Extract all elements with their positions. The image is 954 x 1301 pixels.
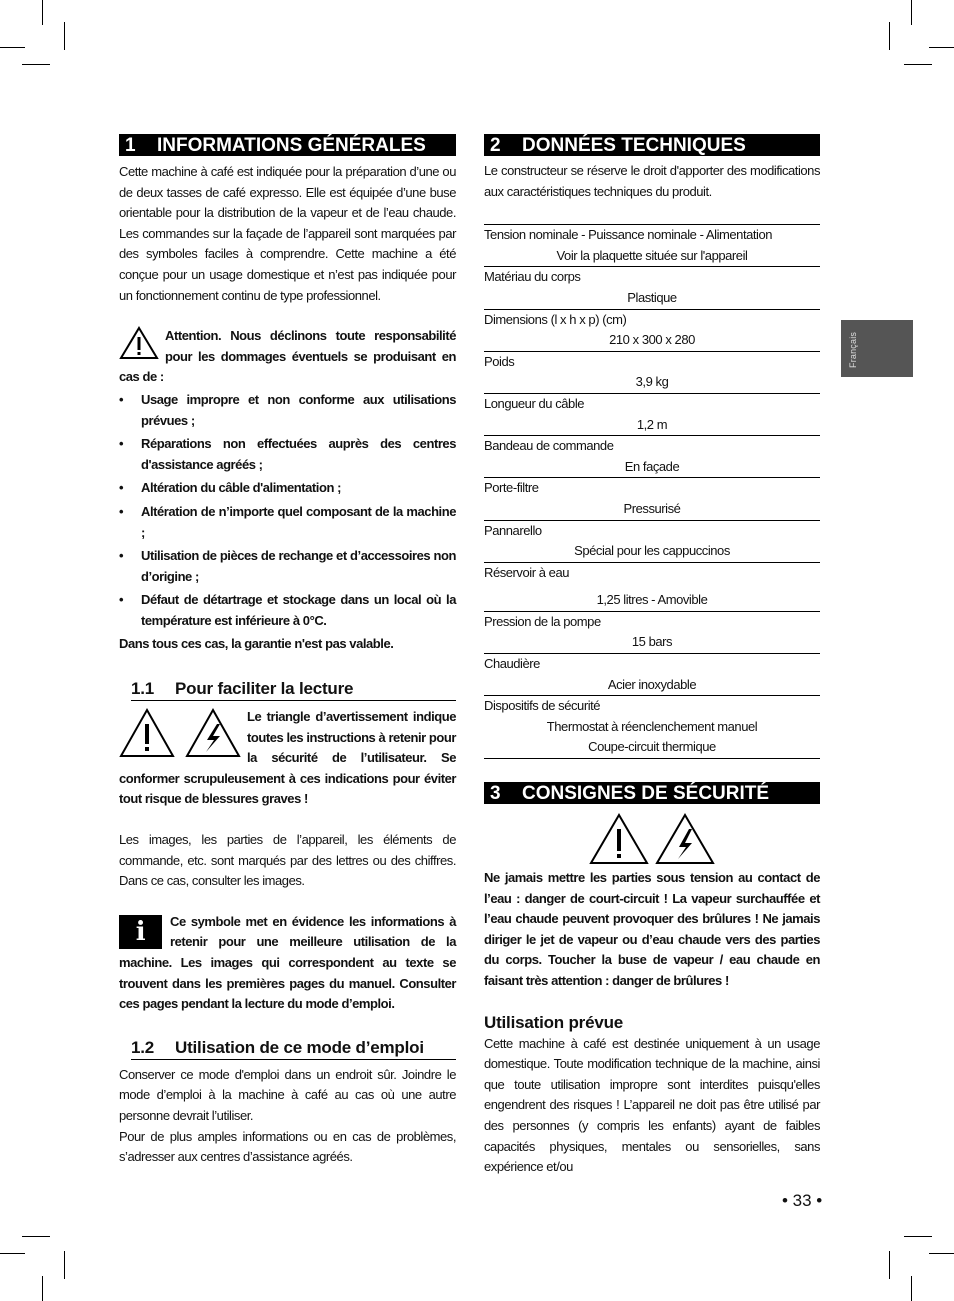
warning-text: Attention. Nous déclinons toute responsabilité pour les dommages éventuels se produisant en cas de : [119,328,456,385]
spec-value: Plastique [627,289,677,305]
spec-label: Pannarello [484,522,542,538]
spec-value: 3,9 kg [635,374,669,390]
table-row [484,562,820,611]
specs-table [484,224,820,759]
section-3-title [484,782,820,804]
page-number: • 33 • [782,1191,823,1210]
warning-list [119,390,456,632]
language-tab-label: Français [848,331,858,368]
images-paragraph: Les images, les parties de l’appareil, les éléments de commande, etc. sont marqués par des lettres ou des chiffres. Dans ce cas, consulter les images. [119,832,456,889]
electric-danger-icon [187,710,239,756]
table-row [484,696,820,759]
spec-value: Pressurisé [623,500,681,516]
manual-paragraph-2: Pour de plus amples informations ou en cas de problèmes, s’adresser aux centres d’assistance agréés. [119,1128,456,1165]
spec-value-2: Coupe-circuit thermique [588,739,716,755]
table-row [484,351,820,393]
safety-icons [484,812,820,868]
spec-value: 15 bars [631,634,673,650]
spec-label: Porte-filtre [484,480,539,496]
subsection-title-text: Utilisation de ce mode d’emploi [175,1037,424,1057]
spec-label: Chaudière [484,656,540,672]
triangle-block [119,707,456,810]
spec-value: Spécial pour les cappuccinos [574,543,730,559]
table-row [484,654,820,696]
intended-use-title: Utilisation prévue [484,1012,624,1032]
section-title-text: CONSIGNES DE SÉCURITÉ [522,783,770,805]
subsection-1-2-title [131,1037,456,1060]
spec-value: 210 x 300 x 280 [609,332,695,348]
spec-label: Bandeau de commande [484,438,614,454]
left-column [119,134,456,1168]
right-column [484,134,820,1178]
spec-value: 1,25 litres - Amovible [596,592,708,608]
warning-block [119,326,456,388]
subsection-title-text: Pour faciliter la lecture [175,679,354,699]
spec-value: Acier inoxydable [607,676,697,692]
spec-value: Thermostat à réenclenchement manuel [546,718,758,734]
spec-label: Dimensions (l x h x p) (cm) [484,311,627,327]
section-title-text: DONNÉES TECHNIQUES [522,135,746,156]
table-row [484,267,820,309]
spec-value: Voir la plaquette située sur l'appareil [556,247,748,263]
safety-warning-icons [589,812,715,866]
electric-danger-icon [657,815,713,863]
warning-triangle-icon [591,815,647,863]
spec-label: Pression de la pompe [484,613,601,629]
section-1-title [119,134,456,156]
table-row [484,478,820,520]
spec-label: Réservoir à eau [484,564,570,580]
list-item: • Défaut de détartrage et stockage dans un local où la température est inférieure à 0°C. [119,590,456,631]
spec-value: En façade [624,458,680,474]
list-item: • Utilisation de pièces de rechange et d’accessoires non d’origine ; [119,546,456,587]
table-row [484,611,820,653]
spec-label: Tension nominale - Puissance nominale - Alimentation [484,227,773,243]
section-2-title [484,134,820,156]
section-number: 1 [125,135,136,156]
spec-label: Poids [484,353,515,369]
spec-value: 1,2 m [636,416,668,432]
list-item: • Usage impropre et non conforme aux utilisations prévues ; [119,390,456,431]
table-row [484,393,820,435]
spec-label: Dispositifs de sécurité [484,698,601,714]
section-title-text: INFORMATIONS GÉNÉRALES [157,135,426,156]
table-row [484,309,820,351]
info-text: Ce symbole met en évidence les informations à retenir pour une meilleure utilisation de la machine. Les images qui correspondent au texte se trouvent dans les premières pages du manuel. Consulter ces pages pendant la lecture du mode d’emploi. [119,913,456,1012]
intro-paragraph: Cette machine à café est indiquée pour la préparation d’une ou de deux tasses de café expresso. Elle est équipée d’une buse orientable pour la distribution de la vapeur et de l’eau chaude. Les commandes sur la façade de l’appareil sont marquées par des symboles faciles à comprendre. Cette machine a été conçue pour un usage domestique et n’est pas indiquée pour un fonctionnement continu de type professionnel. [119,164,456,303]
section-number: 3 [490,783,501,805]
warning-triangle-icon [119,326,159,360]
manual-paragraph-1: Conserver ce mode d'emploi dans un endroit sûr. Joindre le mode d’emploi à la machine à café au cas où une autre personne devrait l’utiliser. [119,1066,456,1123]
warning-icons [119,707,241,759]
table-row [484,225,820,267]
safety-warning-text: Ne jamais mettre les parties sous tension au contact de l’eau : danger de court-circuit ! La vapeur surchauffée et l’eau chaude peuvent provoquer des brûlures ! Ne jamais diriger le jet de vapeur ou d’eau chaude vers des parties du corps. Toucher la buse de vapeur / eau chaude en faisant très attention : danger de brûlures ! [484,870,820,988]
list-item: • Altération de n’importe quel composant de la machine ; [119,502,456,543]
table-row [484,520,820,562]
info-block [119,912,456,1015]
list-item: • Réparations non effectuées auprès des centres d'assistance agréés ; [119,434,456,475]
intended-use-text: Cette machine à café est destinée uniquement à un usage domestique. Toute modification technique de la machine, ainsi que toute utilisation impropre sont interdites puisqu'elles engendrent des risques ! L’appareil ne doit pas être utilisé par des personnes (y compris les enfants) ayant de faibles capacités physiques, mentales ou sensorielles, sans expérience et/ou [484,1035,820,1175]
section-number: 2 [490,135,501,156]
warning-triangle-icon [121,710,173,756]
triangle-text: Le triangle d’avertissement indique toutes les instructions à retenir pour la sécurité de l’utilisateur. Se conformer scrupuleusement à ces indications pour éviter tout risque de blessures graves ! [119,709,456,807]
language-tab [841,320,913,377]
subsection-1-1-title [131,678,456,701]
specs-intro: Le constructeur se réserve le droit d'apporter des modifications aux caractéristiques techniques du produit. [484,163,820,199]
spec-label: Longueur du câble [484,395,585,411]
info-icon: i [119,915,162,949]
subsection-number: 1.2 [131,1037,155,1057]
subsection-number: 1.1 [131,679,155,699]
spec-label: Matériau du corps [484,269,581,285]
list-item: • Altération du câble d'alimentation ; [119,478,456,499]
guarantee-note: Dans tous ces cas, la garantie n'est pas valable. [119,636,394,652]
table-row [484,436,820,478]
